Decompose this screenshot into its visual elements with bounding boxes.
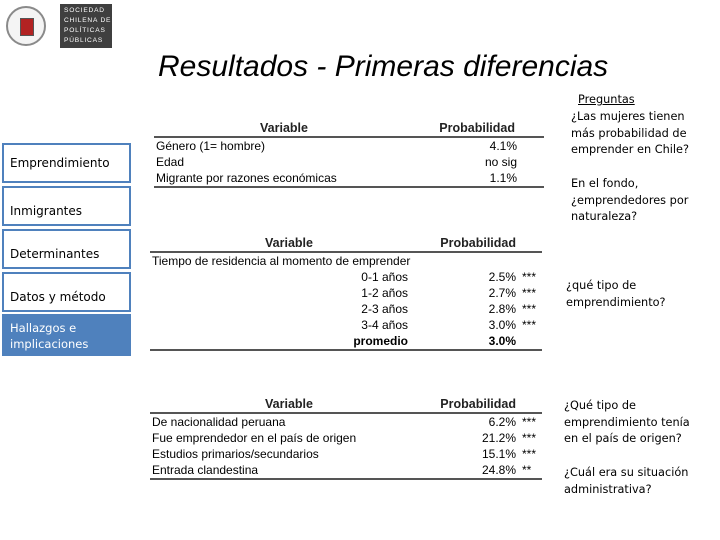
- cell-probability: 3.0%: [428, 333, 518, 350]
- cell-variable: 0-1 años: [361, 270, 408, 284]
- nav-item-label: Datos y método: [10, 290, 106, 304]
- cell-significance: ***: [522, 447, 537, 461]
- results-table-residence-time: [150, 235, 542, 351]
- logo-seal-icon: [6, 6, 46, 46]
- results-table-origin: [150, 396, 542, 480]
- nav-item-hallazgos[interactable]: [2, 314, 131, 356]
- column-header-probabilidad: Probabilidad: [428, 396, 518, 413]
- table-row: [150, 317, 542, 333]
- nav-item-label: Hallazgos e implicaciones: [10, 321, 89, 351]
- cell-probability: 3.0%: [488, 318, 516, 332]
- table-group-row: [150, 252, 542, 269]
- cell-probability: 24.8%: [428, 462, 518, 479]
- logo-line: CHILENA DE: [64, 17, 112, 24]
- cell-variable: Entrada clandestina: [150, 462, 428, 479]
- column-header-variable: Variable: [154, 120, 414, 137]
- column-header-probabilidad: Probabilidad: [428, 235, 518, 252]
- cell-significance: ***: [522, 270, 537, 284]
- cell-probability: 2.5%: [488, 270, 516, 284]
- question-administrative-status: ¿Cuál era su situación administrativa?: [564, 466, 689, 496]
- logo-line: SOCIEDAD: [64, 7, 105, 14]
- cell-probability: 2.8%: [488, 302, 516, 316]
- cell-variable: 1-2 años: [361, 286, 408, 300]
- cell-significance: [519, 137, 544, 154]
- nav-item-emprendimiento[interactable]: [2, 143, 131, 183]
- cell-significance: **: [518, 462, 542, 479]
- cell-probability: 2.7%: [488, 286, 516, 300]
- nav-item-inmigrantes[interactable]: [2, 186, 131, 226]
- cell-variable: Migrante por razones económicas: [154, 170, 414, 187]
- table-row: [150, 413, 542, 430]
- cell-variable: 3-4 años: [361, 318, 408, 332]
- cell-variable: 2-3 años: [361, 302, 408, 316]
- cell-probability: 6.2%: [488, 415, 516, 429]
- column-header-variable: Variable: [150, 235, 428, 252]
- question-women-entrepreneurship: ¿Las mujeres tienen más probabilidad de emprender en Chile?: [571, 110, 689, 156]
- logo: [60, 4, 112, 48]
- table-row: [150, 301, 542, 317]
- nav-item-datos-metodo[interactable]: [2, 272, 131, 312]
- table-row: [150, 430, 542, 446]
- logo-line: PÚBLICAS: [64, 37, 104, 44]
- cell-significance: ***: [522, 286, 537, 300]
- nav-item-determinantes[interactable]: [2, 229, 131, 269]
- column-header-spacer: [519, 120, 544, 137]
- table-row: [150, 333, 542, 350]
- question-type-of-business: ¿qué tipo de emprendimiento?: [566, 279, 666, 309]
- cell-significance: ***: [522, 431, 537, 445]
- cell-significance: ***: [522, 318, 537, 332]
- cell-variable: promedio: [150, 333, 428, 350]
- cell-probability: 1.1%: [414, 170, 519, 187]
- cell-significance: [519, 154, 544, 170]
- cell-variable: Estudios primarios/secundarios: [152, 447, 319, 461]
- cell-probability: no sig: [484, 155, 517, 169]
- cell-variable: Fue emprendedor en el país de origen: [152, 431, 357, 445]
- table-row: [150, 446, 542, 462]
- cell-variable: De nacionalidad peruana: [152, 415, 286, 429]
- cell-group-label: Tiempo de residencia al momento de emprender: [152, 254, 411, 268]
- cell-significance: ***: [522, 302, 537, 316]
- results-table-gender-age: [154, 120, 544, 188]
- cell-probability: 21.2%: [481, 431, 516, 445]
- table-row: [154, 137, 544, 154]
- cell-probability: 15.1%: [481, 447, 516, 461]
- table-row: [154, 154, 544, 170]
- nav-item-label: Inmigrantes: [10, 204, 83, 218]
- cell-significance: [518, 333, 542, 350]
- cell-significance: [519, 170, 544, 187]
- table-row: [150, 269, 542, 285]
- cell-probability: 4.1%: [489, 139, 517, 153]
- column-header-variable: Variable: [150, 396, 428, 413]
- logo-line: POLÍTICAS: [64, 27, 106, 34]
- table-row: [154, 170, 544, 187]
- table-row: [150, 462, 542, 479]
- cell-significance: ***: [522, 415, 537, 429]
- question-business-in-origin-country: ¿Qué tipo de emprendimiento tenía en el país de origen?: [564, 399, 690, 445]
- table-row: [150, 285, 542, 301]
- column-header-spacer: [518, 235, 542, 252]
- nav-item-label: Emprendimiento: [10, 156, 110, 170]
- cell-variable: Edad: [156, 155, 185, 169]
- column-header-probabilidad: Probabilidad: [414, 120, 519, 137]
- cell-variable: Género (1= hombre): [156, 139, 266, 153]
- questions-heading: Preguntas: [578, 93, 635, 106]
- question-entrepreneurs-by-nature: En el fondo, ¿emprendedores por naturaleza?: [571, 177, 689, 223]
- nav-item-label: Determinantes: [10, 247, 100, 261]
- column-header-spacer: [518, 396, 542, 413]
- page-title: Resultados - Primeras diferencias: [158, 50, 609, 83]
